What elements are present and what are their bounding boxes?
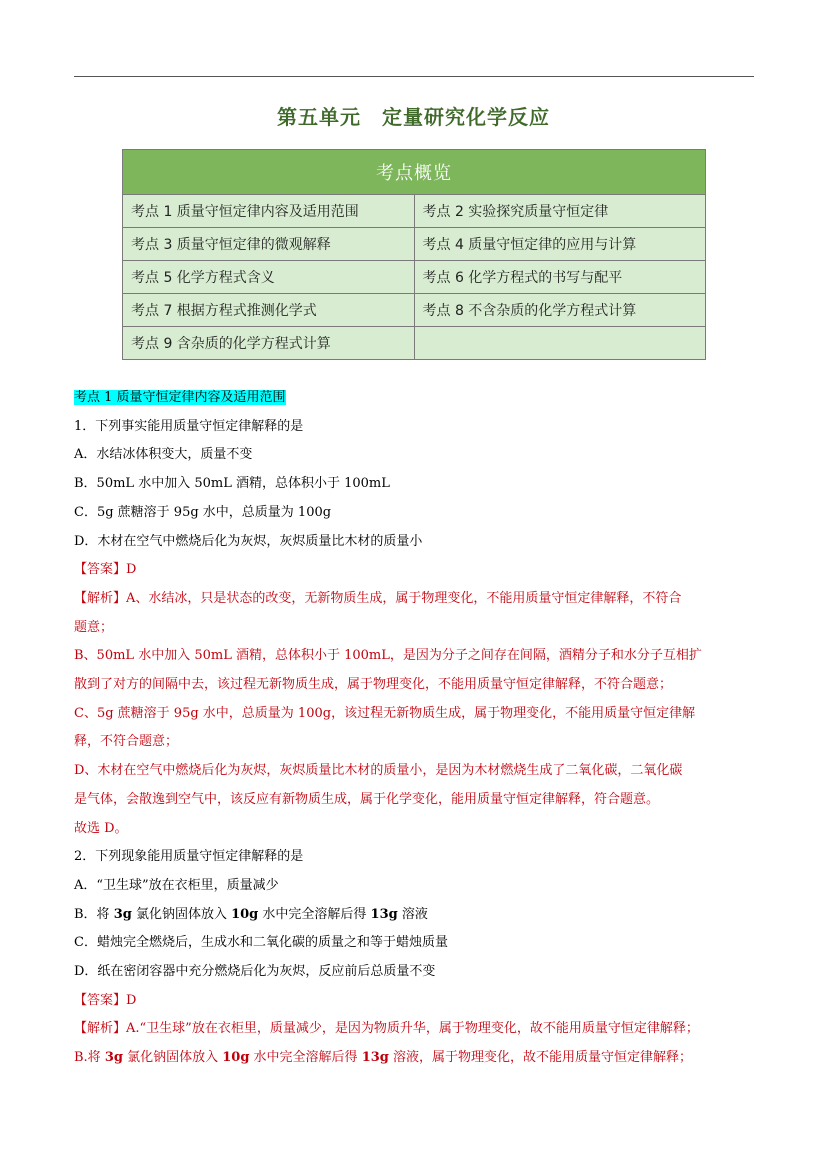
- overview-cell: 考点 6 化学方程式的书写与配平: [414, 261, 706, 294]
- answer-value: D: [126, 992, 137, 1008]
- overview-table: [122, 149, 706, 360]
- answer-tag: 【答案】: [74, 992, 127, 1008]
- analysis-line: C、5g 蔗糖溶于 95g 水中，总质量为 100g，该过程无新物质生成，属于物理变化，不能用质量守恒定律解: [74, 705, 696, 721]
- overview-cell: 考点 1 质量守恒定律内容及适用范围: [123, 195, 415, 228]
- header-rule: [74, 76, 754, 77]
- answer-tag: 【答案】: [74, 562, 127, 578]
- option-b: B．将 3g 氯化钠固体放入 10g 水中完全溶解后得 13g 溶液: [74, 906, 428, 922]
- option-a: A．“卫生球”放在衣柜里，质量减少: [74, 877, 279, 893]
- overview-cell: 考点 5 化学方程式含义: [123, 261, 415, 294]
- analysis-line: A、水结冰，只是状态的改变，无新物质生成，属于物理变化，不能用质量守恒定律解释，不符合: [126, 590, 682, 606]
- analysis-line: D、木材在空气中燃烧后化为灰烬，灰烬质量比木材的质量小，是因为木材燃烧生成了二氧化碳，二氧化碳: [74, 763, 683, 779]
- option-c: C．5g 蔗糖溶于 95g 水中，总质量为 100g: [74, 504, 332, 520]
- analysis-line: 释，不符合题意；: [74, 734, 179, 750]
- analysis-tag: 【解析】: [74, 1021, 127, 1037]
- overview-cell-empty: [414, 327, 706, 360]
- overview-cell: 考点 2 实验探究质量守恒定律: [414, 195, 706, 228]
- analysis-line: 散到了对方的间隔中去，该过程无新物质生成，属于物理变化，不能用质量守恒定律解释，不符合题意；: [74, 677, 673, 693]
- option-a: A．水结冰体积变大，质量不变: [74, 447, 253, 463]
- overview-cell: 考点 7 根据方程式推测化学式: [123, 294, 415, 327]
- option-c: C．蜡烛完全燃烧后，生成水和二氧化碳的质量之和等于蜡烛质量: [74, 935, 448, 951]
- page-title: 第五单元 定量研究化学反应: [277, 105, 550, 129]
- option-b: B．50mL 水中加入 50mL 酒精，总体积小于 100mL: [74, 476, 390, 492]
- question-stem: 2．下列现象能用质量守恒定律解释的是: [74, 849, 304, 865]
- option-d: D．木材在空气中燃烧后化为灰烬，灰烬质量比木材的质量小: [74, 533, 423, 549]
- overview-cell: 考点 9 含杂质的化学方程式计算: [123, 327, 415, 360]
- question-stem: 1．下列事实能用质量守恒定律解释的是: [74, 418, 304, 434]
- analysis-line: A.“卫生球”放在衣柜里，质量减少，是因为物质升华，属于物理变化，故不能用质量守恒定律解释；: [126, 1021, 699, 1037]
- overview-cell: 考点 4 质量守恒定律的应用与计算: [414, 228, 706, 261]
- analysis-line: 是气体，会散逸到空气中，该反应有新物质生成，属于化学变化，能用质量守恒定律解释，符合题意。: [74, 791, 660, 807]
- overview-header: 考点概览: [123, 150, 706, 195]
- analysis-line: 题意；: [74, 619, 114, 635]
- answer-value: D: [126, 562, 137, 578]
- overview-cell: 考点 8 不含杂质的化学方程式计算: [414, 294, 706, 327]
- analysis-line: 故选 D。: [74, 820, 128, 836]
- analysis-tag: 【解析】: [74, 590, 127, 606]
- document-body: [74, 384, 764, 1073]
- analysis-line: B.将 3g 氯化钠固体放入 10g 水中完全溶解后得 13g 溶液，属于物理变化，故不能用质量守恒定律解释；: [74, 1050, 693, 1066]
- overview-cell: 考点 3 质量守恒定律的微观解释: [123, 228, 415, 261]
- analysis-line: B、50mL 水中加入 50mL 酒精，总体积小于 100mL，是因为分子之间存在间隔，酒精分子和水分子互相扩: [74, 648, 702, 664]
- section-heading: 考点 1 质量守恒定律内容及适用范围: [74, 390, 286, 405]
- option-d: D．纸在密闭容器中充分燃烧后化为灰烬，反应前后总质量不变: [74, 964, 436, 980]
